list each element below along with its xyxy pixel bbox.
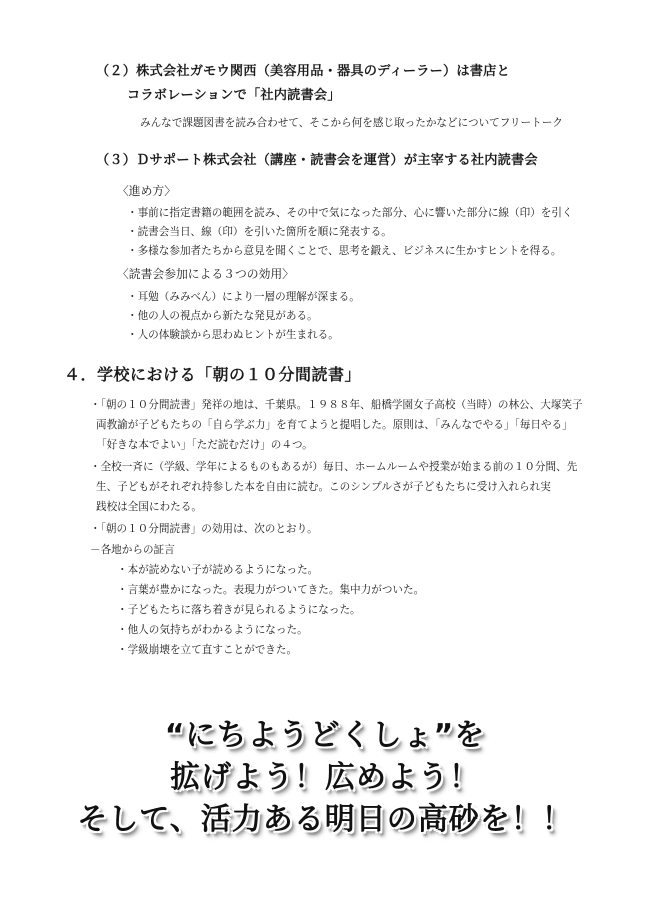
para2-line: 践校は全国にわたる。 <box>96 501 202 513</box>
para1-line: 「好きな本でよい」「ただ読むだけ」の４つ。 <box>96 439 313 451</box>
testimony-item: ・言葉が豊かになった。表現力がついてきた。集中力がついた。 <box>117 584 425 596</box>
slogan-line3: そして、活力ある明日の高砂を！！ <box>77 802 573 837</box>
method-item: ・読書会当日、線（印）を引いた箇所を順に発表する。 <box>127 226 392 238</box>
section2-heading-line1: （２）株式会社ガモウ関西（美容用品・器具のディーラー）は書店と <box>96 64 510 79</box>
section2-body: みんなで課題図書を読み合わせて、そこから何を感じ取ったかなどについてフリートーク <box>140 117 563 129</box>
testimony-title: －各地からの証言 <box>90 544 175 556</box>
slogan-line2: 拡げよう！広めよう！ <box>170 760 480 795</box>
effects-item: ・人の体験談から思わぬヒントが生まれる。 <box>127 329 339 341</box>
section2-heading-line2: コラボレーションで「社内読書会」 <box>127 88 341 103</box>
method-item: ・事前に指定書籍の範囲を読み、その中で気になった部分、心に響いた部分に線（印）を引く <box>127 207 573 219</box>
section3-heading: （３）Ｄサポート株式会社（講座・読書会を運営）が主宰する社内読書会 <box>96 153 538 168</box>
testimony-item: ・学級崩壊を立て直すことができた。 <box>117 644 298 656</box>
para2-line: ・全校一斉に（学級、学年によるものもあるが）毎日、ホームルームや授業が始まる前の１０分間、先 <box>90 461 578 473</box>
testimony-item: ・本が読めない子が読めるようになった。 <box>117 564 319 576</box>
para1-line: 両教諭が子どもたちの「自ら学ぶ力」を育てようと提唱した。原則は、「みんなでやる」「毎日やる」 <box>96 419 573 431</box>
testimony-item: ・他人の気持ちがわかるようになった。 <box>117 624 308 636</box>
method-title: 〈進め方〉 <box>117 184 176 198</box>
testimony-item: ・子どもたちに落ち着きが見られるようになった。 <box>117 604 361 616</box>
para1-line: ・「朝の１０分間読書」発祥の地は、千葉県。１９８８年、船橋学園女子高校（当時）の林公、大塚笑子 <box>90 399 583 411</box>
slogan-line1: “にちようどくしょ”を <box>164 718 486 753</box>
effects-item: ・他の人の視点から新たな発見がある。 <box>127 310 318 322</box>
method-item: ・多様な参加者たちから意見を聞くことで、思考を鍛え、ビジネスに生かすヒントを得る。 <box>127 245 562 257</box>
section4-heading: ４．学校における「朝の１０分間読書」 <box>64 365 362 384</box>
para2-line: 生、子どもがそれぞれ持参した本を自由に読む。このシンプルさが子どもたちに受け入れられ実 <box>96 481 551 493</box>
effects-item: ・耳勉（みみべん）により一層の理解が深まる。 <box>127 291 360 303</box>
para3: ・「朝の１０分間読書」の効用は、次のとおり。 <box>90 523 318 535</box>
effects-title: 〈読書会参加による３つの効用〉 <box>117 267 294 281</box>
